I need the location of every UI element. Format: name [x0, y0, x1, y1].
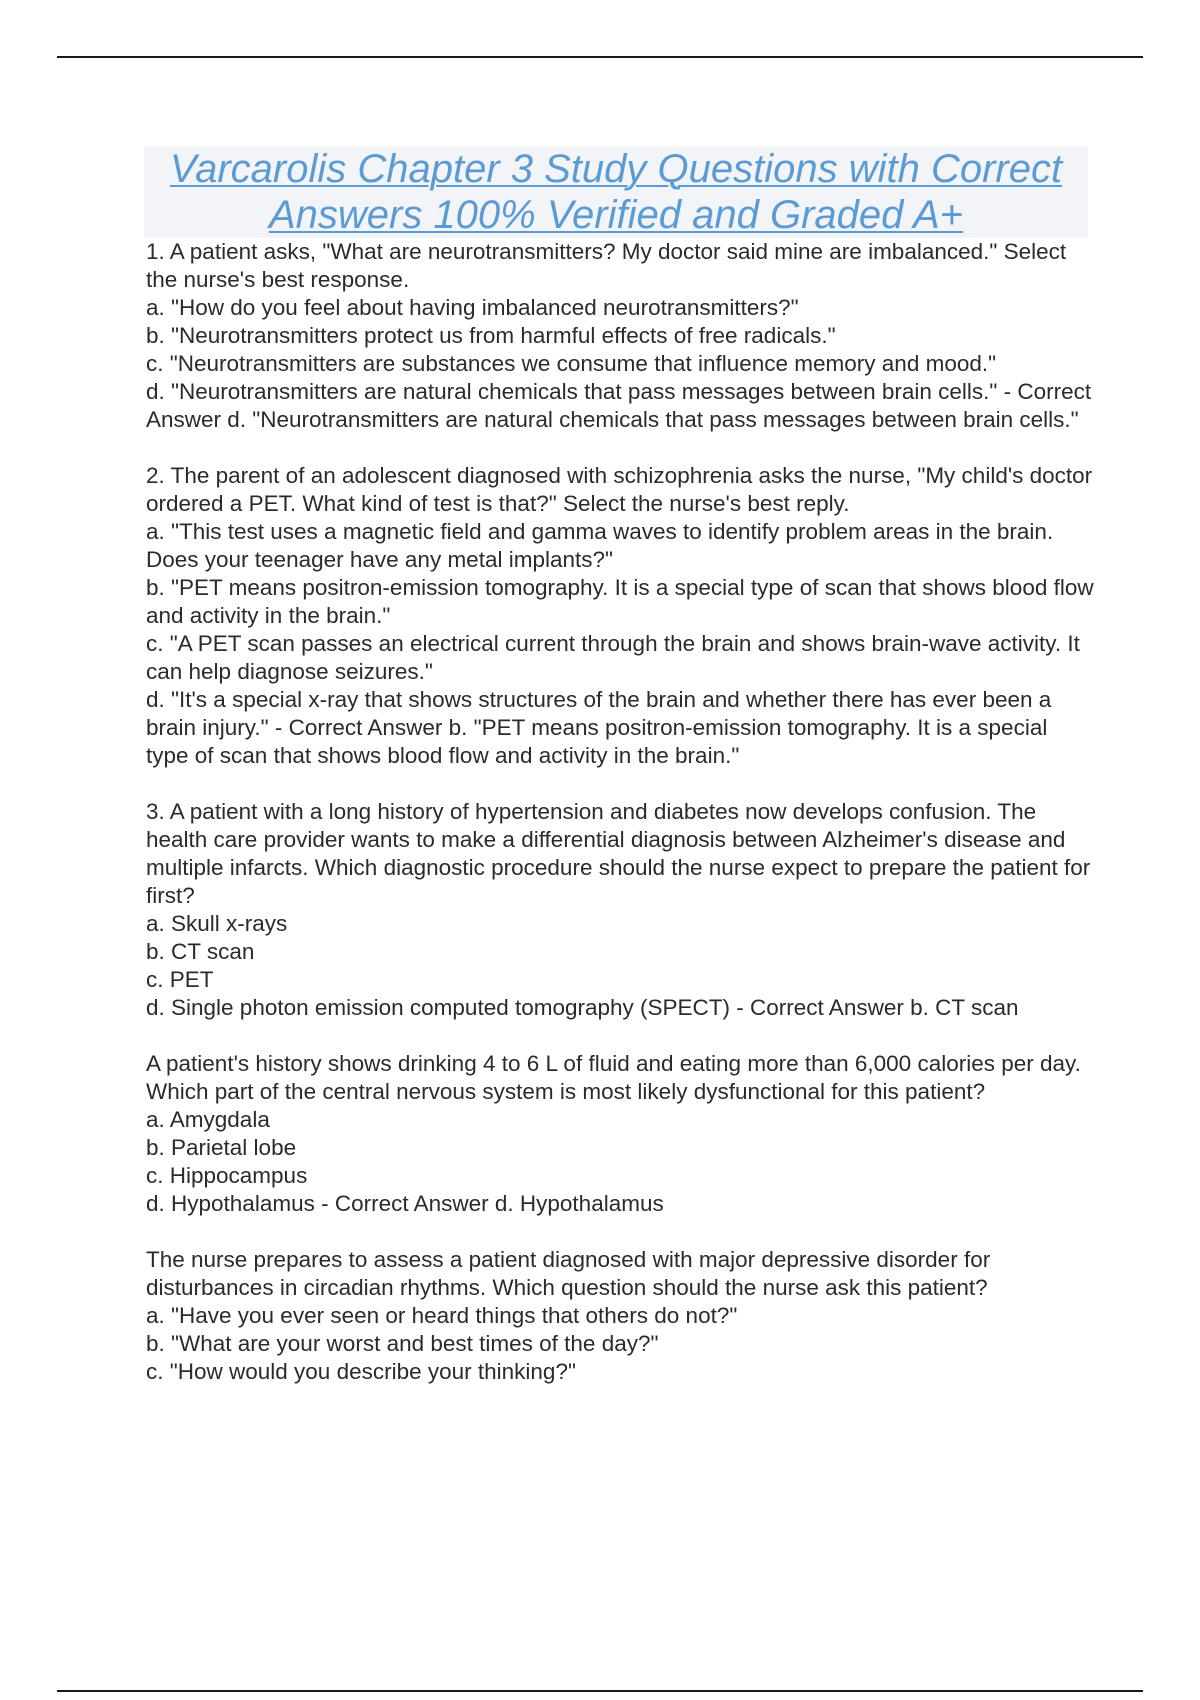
question-3: [146, 798, 1096, 1022]
question-stem: A patient's history shows drinking 4 to 6 L of fluid and eating more than 6,000 calories per day. Which part of the central nervous system is most likely dysfunctional for this patient?: [146, 1051, 1081, 1104]
answer-option: d. "It's a special x-ray that shows structures of the brain and whether there has ever been a brain injury." - Correct Answer b. "PET means positron-emission tomography. It is a special type of scan that shows blood flow and activity in the brain.": [146, 687, 1052, 768]
answer-option: c. "Neurotransmitters are substances we consume that influence memory and mood.": [146, 351, 997, 376]
answer-option: a. Skull x-rays: [146, 911, 288, 936]
answer-option: a. Amygdala: [146, 1107, 270, 1132]
footer-rule: [57, 1690, 1143, 1692]
question-5: [146, 1246, 1096, 1386]
answer-option: c. Hippocampus: [146, 1163, 308, 1188]
answer-option: b. "What are your worst and best times of the day?": [146, 1331, 659, 1356]
question-stem: The nurse prepares to assess a patient diagnosed with major depressive disorder for disturbances in circadian rhythms. Which question should the nurse ask this patient?: [146, 1247, 991, 1300]
question-2: [146, 462, 1096, 770]
answer-option: c. PET: [146, 967, 214, 992]
document-body: [146, 238, 1096, 1414]
question-1: [146, 238, 1096, 434]
answer-option: c. "How would you describe your thinking?": [146, 1359, 576, 1384]
question-stem: 1. A patient asks, "What are neurotransmitters? My doctor said mine are imbalanced." Select the nurse's best response.: [146, 239, 1067, 292]
answer-option: b. "Neurotransmitters protect us from harmful effects of free radicals.": [146, 323, 836, 348]
question-4: [146, 1050, 1096, 1218]
answer-option: a. "Have you ever seen or heard things that others do not?": [146, 1303, 738, 1328]
header-rule: [57, 56, 1143, 58]
answer-option: b. Parietal lobe: [146, 1135, 297, 1160]
document-title[interactable]: Varcarolis Chapter 3 Study Questions with Correct Answers 100% Verified and Graded A+: [169, 147, 1063, 237]
answer-option: b. CT scan: [146, 939, 255, 964]
question-stem: 2. The parent of an adolescent diagnosed with schizophrenia asks the nurse, "My child's doctor ordered a PET. What kind of test is that?" Select the nurse's best reply.: [146, 463, 1093, 516]
answer-option: a. "This test uses a magnetic field and gamma waves to identify problem areas in the brain. Does your teenager have any metal implants?": [146, 519, 1054, 572]
answer-option: b. "PET means positron-emission tomography. It is a special type of scan that shows blood flow and activity in the brain.": [146, 575, 1094, 628]
answer-option: a. "How do you feel about having imbalanced neurotransmitters?": [146, 295, 799, 320]
question-stem: 3. A patient with a long history of hypertension and diabetes now develops confusion. The health care provider wants to make a differential diagnosis between Alzheimer's disease and multiple infarcts. Which diagnostic procedure should the nurse expect to prepare the patient for first?: [146, 799, 1091, 908]
answer-option: d. Single photon emission computed tomography (SPECT) - Correct Answer b. CT scan: [146, 995, 1019, 1020]
answer-option: d. "Neurotransmitters are natural chemicals that pass messages between brain cells." - Correct Answer d. "Neurotransmitters are natural chemicals that pass messages between brain cells.": [146, 379, 1092, 432]
title-box: [144, 146, 1088, 238]
answer-option: d. Hypothalamus - Correct Answer d. Hypothalamus: [146, 1191, 664, 1216]
answer-option: c. "A PET scan passes an electrical current through the brain and shows brain-wave activity. It can help diagnose seizures.": [146, 631, 1080, 684]
